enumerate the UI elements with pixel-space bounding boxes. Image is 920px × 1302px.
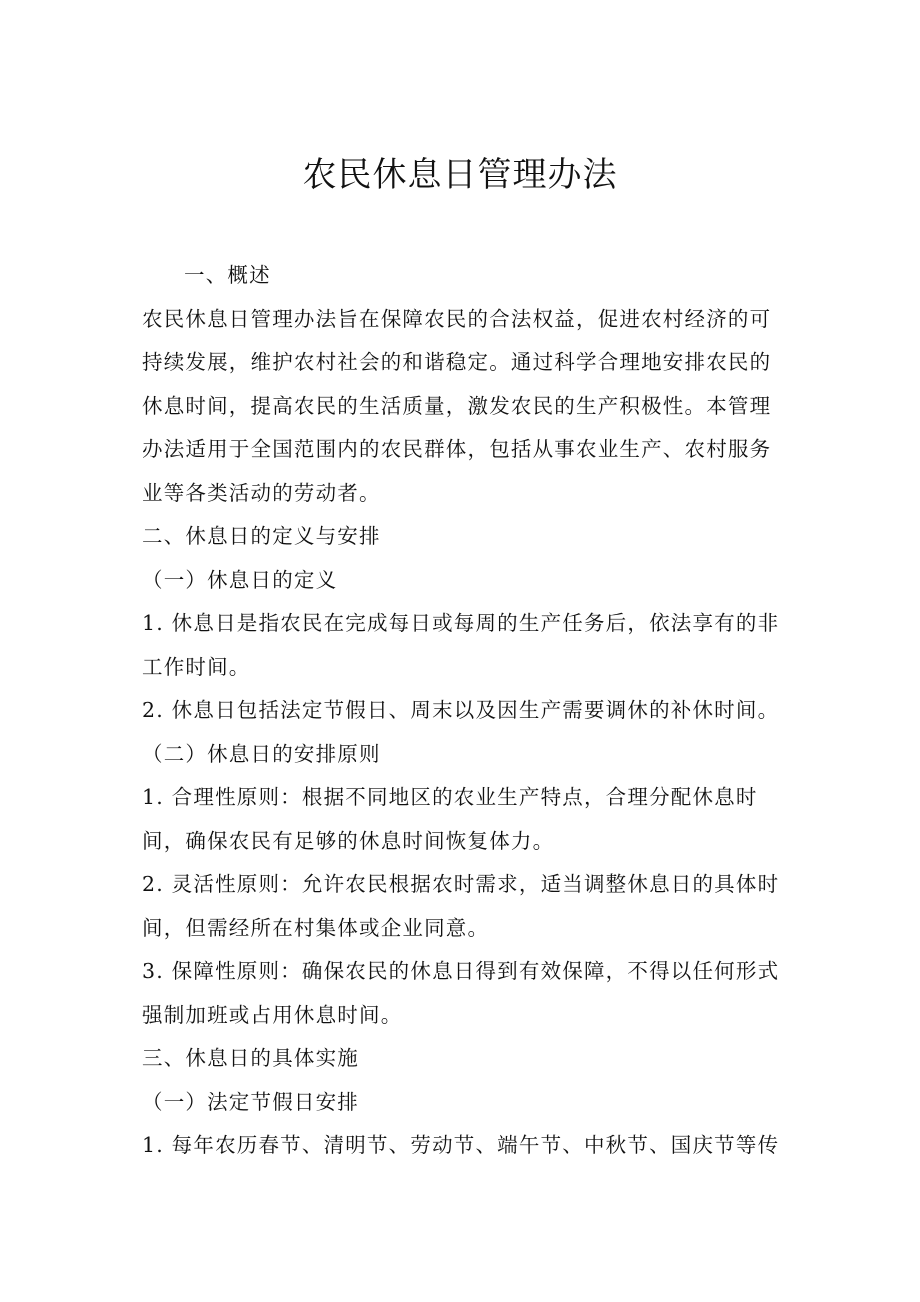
paragraph-line: 办法适用于全国范围内的农民群体，包括从事农业生产、农村服务 bbox=[142, 437, 772, 461]
section-heading-implementation: 三、休息日的具体实施 bbox=[142, 1046, 359, 1070]
list-item-line: 2. 灵活性原则：允许农民根据农时需求，适当调整休息日的具体时 bbox=[142, 872, 780, 896]
section-heading-definition: 二、休息日的定义与安排 bbox=[142, 524, 381, 548]
document-title: 农民休息日管理办法 bbox=[302, 155, 618, 195]
list-item-line: 1. 休息日是指农民在完成每日或每周的生产任务后，依法享有的非 bbox=[142, 611, 780, 635]
paragraph-line: 持续发展，维护农村社会的和谐稳定。通过科学合理地安排农民的 bbox=[142, 350, 772, 374]
paragraph-line: 业等各类活动的劳动者。 bbox=[142, 480, 381, 505]
subsection-heading: （二）休息日的安排原则 bbox=[142, 741, 381, 766]
list-item-line: 3. 保障性原则：确保农民的休息日得到有效保障，不得以任何形式 bbox=[142, 959, 780, 983]
paragraph-line: 休息时间，提高农民的生活质量，激发农民的生产积极性。本管理 bbox=[142, 393, 772, 418]
section-heading-overview: 一、概述 bbox=[184, 263, 271, 287]
list-item-line: 2. 休息日包括法定节假日、周末以及因生产需要调休的补休时间。 bbox=[142, 698, 780, 722]
subsection-heading: （一）法定节假日安排 bbox=[142, 1089, 359, 1114]
list-item-line: 间，但需经所在村集体或企业同意。 bbox=[142, 915, 490, 940]
list-item-line: 间，确保农民有足够的休息时间恢复体力。 bbox=[142, 828, 555, 853]
list-item-line: 强制加班或占用休息时间。 bbox=[142, 1002, 403, 1027]
paragraph-line: 农民休息日管理办法旨在保障农民的合法权益，促进农村经济的可 bbox=[142, 306, 772, 331]
list-item-line: 1. 每年农历春节、清明节、劳动节、端午节、中秋节、国庆节等传 bbox=[142, 1133, 780, 1157]
document-body bbox=[142, 254, 782, 1168]
subsection-heading: （一）休息日的定义 bbox=[142, 567, 338, 592]
list-item-line: 工作时间。 bbox=[142, 654, 251, 679]
list-item-line: 1. 合理性原则：根据不同地区的农业生产特点，合理分配休息时 bbox=[142, 785, 758, 809]
